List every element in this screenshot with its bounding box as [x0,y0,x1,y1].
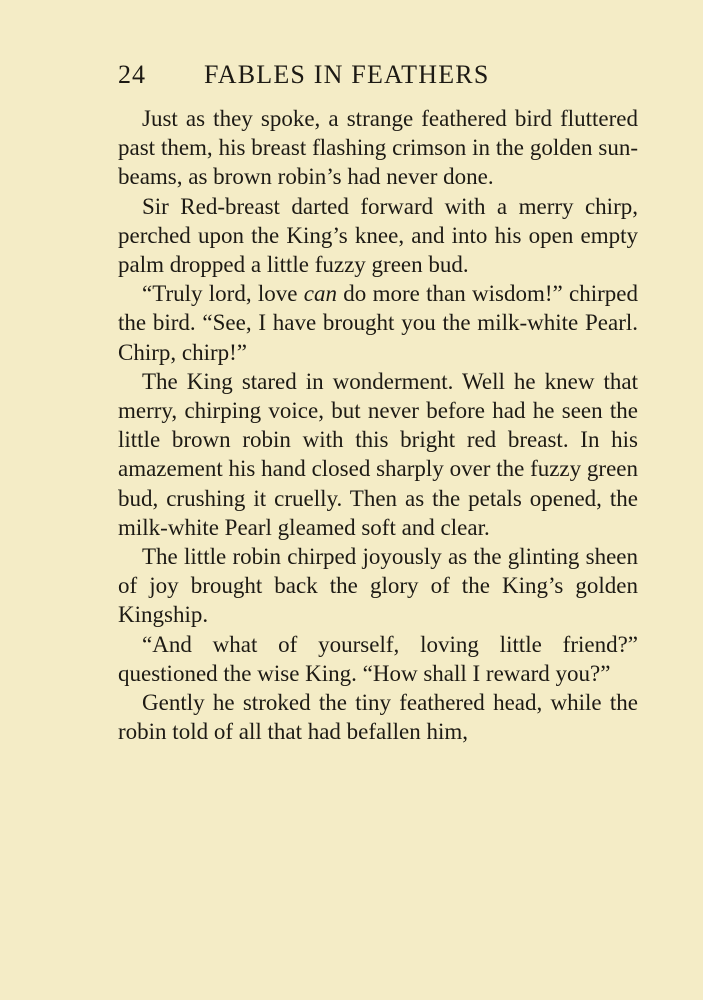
running-title: FABLES IN FEATHERS [204,60,490,89]
paragraph: The little robin chirped joyously as the glinting sheen of joy brought back the glory of the King’s golden Kingship. [118,544,638,628]
page-number: 24 [118,60,146,89]
emphasized-word: can [303,281,337,307]
quote-text: “Truly lord, love [142,281,304,307]
body-text [118,104,638,746]
page-header [118,58,638,92]
quote-text: do more than wisdom!” chirped the bird. “See, I have brought you the milk-white Pearl. Chirp, chirp!” [118,281,638,365]
paragraph: The King stared in wonderment. Well he knew that merry, chirping voice, but never before had he seen the little brown robin with this bright red breast. In his amazement his hand closed sharply over the fuzzy green bud, crushing it cruelly. Then as the petals opened, the milk-white Pearl gleamed soft and clear. [118,368,638,540]
paragraph: Gently he stroked the tiny feathered head, while the robin told of all that had befallen him, [118,690,638,745]
paragraph: “And what of yourself, loving little friend?” questioned the wise King. “How shall I reward you?” [118,631,638,686]
paragraph: Just as they spoke, a strange feathered bird fluttered past them, his breast flashing crimson in the golden sun-beams, as brown robin’s had never done. [118,106,638,190]
paragraph: Sir Red-breast darted forward with a merry chirp, perched upon the King’s knee, and into his open empty palm dropped a little fuzzy green bud. [118,193,638,278]
paragraph [118,279,638,367]
